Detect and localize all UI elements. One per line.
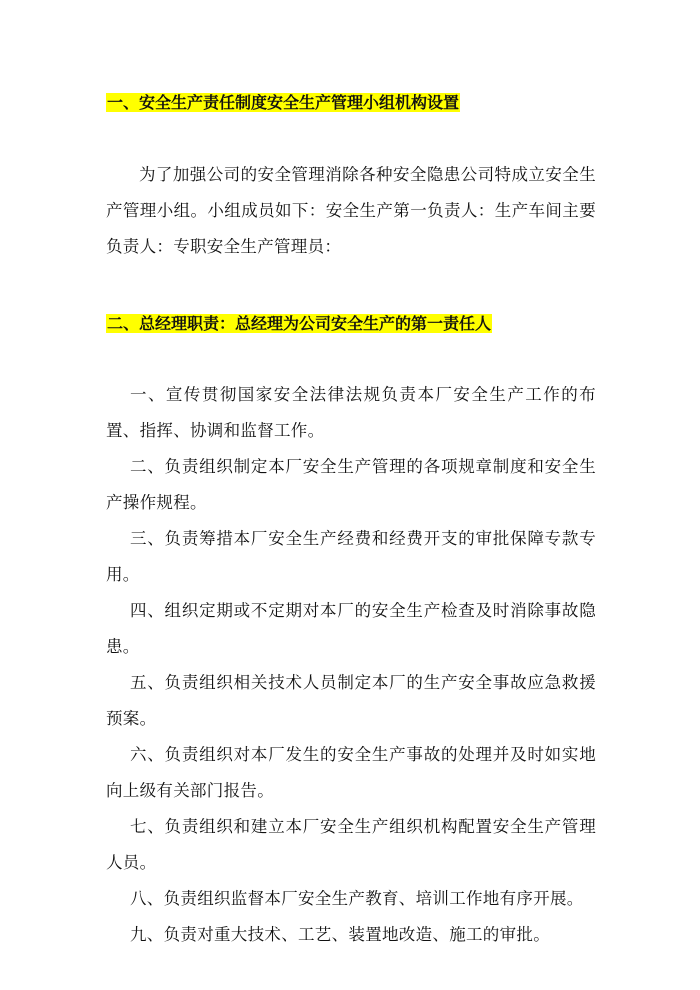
duty-item: 二、负责组织制定本厂安全生产管理的各项规章制度和安全生产操作规程。 xyxy=(106,457,596,512)
duty-item: 一、宣传贯彻国家安全法律法规负责本厂安全生产工作的布置、指挥、协调和监督工作。 xyxy=(106,385,596,440)
duty-item: 三、负责筹措本厂安全生产经费和经费开支的审批保障专款专用。 xyxy=(106,529,596,584)
duty-item: 五、负责组织相关技术人员制定本厂的生产安全事故应急救援预案。 xyxy=(106,673,596,728)
section-2-heading xyxy=(106,313,492,335)
section-1-body: 为了加强公司的安全管理消除各种安全隐患公司特成立安全生产管理小组。小组成员如下：安全生产第一负责人：生产车间主要负责人：专职安全生产管理员： xyxy=(106,165,596,256)
duty-item: 四、组织定期或不定期对本厂的安全生产检查及时消除事故隐患。 xyxy=(106,601,596,656)
duty-item: 六、负责组织对本厂发生的安全生产事故的处理并及时如实地向上级有关部门报告。 xyxy=(106,745,596,800)
duty-item: 八、负责组织监督本厂安全生产教育、培训工作地有序开展。 xyxy=(130,889,584,908)
duties-list xyxy=(106,377,596,953)
duty-item: 九、负责对重大技术、工艺、装置地改造、施工的审批。 xyxy=(130,925,550,944)
section-2-heading-text: 二、总经理职责：总经理为公司安全生产的第一责任人 xyxy=(107,314,492,333)
duty-item: 七、负责组织和建立本厂安全生产组织机构配置安全生产管理人员。 xyxy=(106,817,596,872)
section-1-heading xyxy=(106,92,460,114)
section-1-heading-text: 一、安全生产责任制度安全生产管理小组机构设置 xyxy=(107,93,460,112)
